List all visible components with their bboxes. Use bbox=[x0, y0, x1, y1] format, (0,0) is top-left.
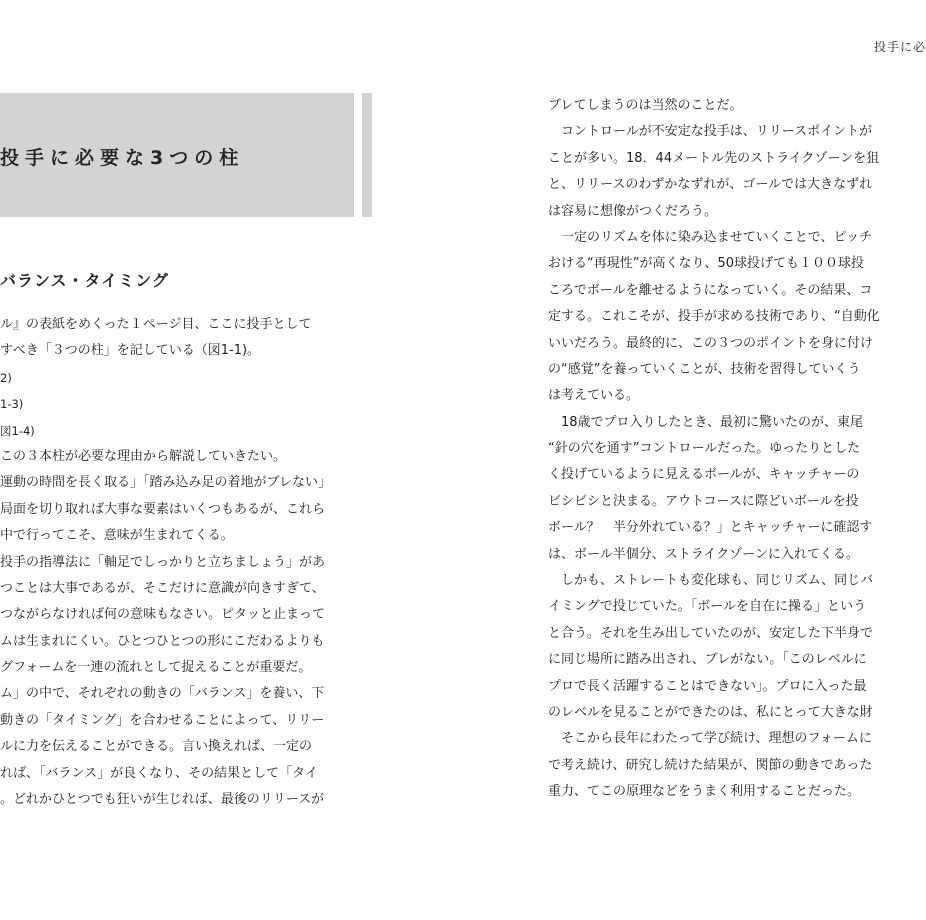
body-text-line: は考えている。 bbox=[548, 388, 640, 404]
body-text-line: ブレてしまうのは当然のことだ。 bbox=[548, 98, 743, 113]
body-text-line: すべき「３つの柱」を記している（図1-1)。 bbox=[0, 343, 261, 359]
right-page-body bbox=[548, 93, 920, 806]
left-page-body bbox=[0, 312, 372, 813]
body-text-line: イミングで投じていた。「ボールを自在に操る」という bbox=[548, 599, 866, 615]
body-text-line: この３本柱が必要な理由から解説していきたい。 bbox=[0, 448, 287, 464]
body-text-line: 重力、てこの原理などをうまく利用することだった。 bbox=[548, 784, 861, 800]
body-text-line: “針の穴を通す”コントロールだった。ゆったりとした bbox=[548, 441, 861, 457]
body-text-line: プロで長く活躍することはできない」。プロに入った最 bbox=[548, 678, 867, 694]
body-text-line: ムは生まれにくい。ひとつひとつの形にこだわるよりも bbox=[0, 633, 325, 649]
body-text-line: 動きの「タイミング」を合わせることによって、リリー bbox=[0, 712, 325, 728]
chapter-title-accent-bar bbox=[362, 93, 372, 217]
body-text-line: 2) bbox=[0, 370, 12, 385]
body-text-line: 1-3) bbox=[0, 397, 24, 412]
body-text-line: そこから長年にわたって学び続け、理想のフォームに bbox=[548, 731, 872, 747]
section-heading: バランス・タイミング bbox=[0, 271, 169, 290]
body-text-line: いいだろう。最終的に、この３つのポイントを身に付け bbox=[548, 335, 874, 351]
body-text-line: ビシビシと決まる。アウトコースに際どいボールを投 bbox=[548, 493, 859, 509]
body-text-line: 18歳でプロ入りしたとき、最初に驚いたのが、東尾 bbox=[548, 414, 864, 430]
body-text-line: 一定のリズムを体に染み込ませていくことで、ピッチ bbox=[548, 229, 872, 245]
body-text-line: しかも、ストレートも変化球も、同じリズム、同じバ bbox=[548, 573, 874, 589]
body-text-line: のレベルを見ることができたのは、私にとって大きな財 bbox=[548, 704, 873, 720]
body-text-line: く投げているように見えるボールが、キャッチャーの bbox=[548, 467, 860, 483]
body-text-line: れば、「バランス」が良くなり、その結果として「タイ bbox=[0, 765, 318, 781]
body-text-line: で考え続け、研究し続けた結果が、関節の動きであった bbox=[548, 757, 873, 773]
body-text-line: ころでボールを離せるようになっていく。その結果、コ bbox=[548, 282, 873, 298]
body-text-line: ルに力を伝えることができる。言い換えれば、一定の bbox=[0, 739, 313, 755]
body-text-line: 。どれかひとつでも狂いが生じれば、最後のリリースが bbox=[0, 792, 325, 808]
body-text-line: 投手の指導法に「軸足でしっかりと立ちましょう」があ bbox=[0, 554, 326, 570]
body-text-line: グフォームを一連の流れとして捉えることが重要だ。 bbox=[0, 660, 312, 676]
body-text-line: ボール？ 半分外れている？」とキャッチャーに確認す bbox=[548, 520, 873, 536]
body-text-line: ム」の中で、それぞれの動きの「バランス」を養い、下 bbox=[0, 686, 325, 702]
body-text-line: つことは大事であるが、そこだけに意識が向きすぎて、 bbox=[0, 580, 325, 596]
body-text-line: に同じ場所に踏み出され、ブレがない。「このレベルに bbox=[548, 652, 867, 668]
body-text-line: ル』の表紙をめくった１ページ目、ここに投手として bbox=[0, 317, 312, 332]
body-text-line: コントロールが不安定な投手は、リリースポイントが bbox=[548, 124, 873, 140]
body-text-line: と、リリースのわずかなずれが、ゴールでは大きなずれ bbox=[548, 177, 873, 193]
body-text-line: つながらなければ何の意味もなさい。ピタッと止まって bbox=[0, 607, 326, 623]
body-text-line: 定する。これこそが、投手が求める技術であり、“自動化 bbox=[548, 309, 880, 325]
body-text-line: は、ボール半個分、ストライクゾーンに入れてくる。 bbox=[548, 546, 859, 562]
body-text-line: は容易に想像がつくだろう。 bbox=[548, 203, 718, 219]
body-text-line: 運動の時間を長く取る」「踏み込み足の着地がブレない」 bbox=[0, 475, 331, 491]
body-text-line: ことが多い。18．44メートル先のストライクゾーンを狙 bbox=[548, 150, 880, 166]
body-text-line: 中で行ってこそ、意味が生まれてくる。 bbox=[0, 528, 234, 544]
body-text-line: の“感覚”を養っていくことが、技術を習得していくう bbox=[548, 361, 861, 377]
body-text-line: おける“再現性”が高くなり、50球投げても１００球投 bbox=[548, 256, 865, 272]
running-head: 投手に必 bbox=[874, 40, 926, 54]
body-text-line: 局面を切り取れば大事な要素はいくつもあるが、これら bbox=[0, 501, 326, 517]
chapter-title: 投手に必要な3つの柱 bbox=[0, 147, 245, 169]
body-text-line: と合う。それを生み出していたのが、安定した下半身で bbox=[548, 625, 874, 641]
body-text-line: 図1-4) bbox=[0, 423, 35, 438]
